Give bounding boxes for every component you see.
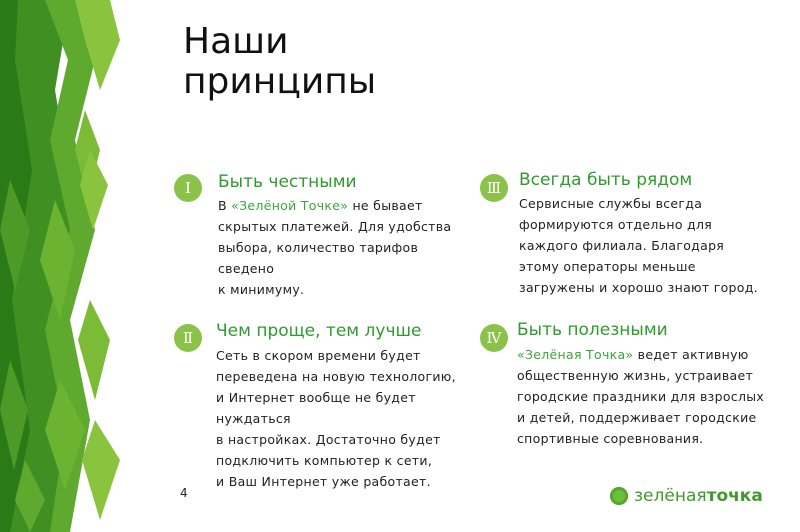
numeral-badge-3: Ⅲ bbox=[480, 174, 508, 202]
brand-logo bbox=[610, 486, 763, 506]
principle-4-line-2: общественную жизнь, устраивает bbox=[517, 368, 754, 383]
principle-3-line-2: формируются отдельно для bbox=[519, 217, 713, 232]
title-line-1: Наши bbox=[183, 21, 289, 62]
page-number: 4 bbox=[180, 486, 188, 500]
title-line-2: принципы bbox=[183, 61, 377, 102]
principle-3-line-4: этому операторы меньше bbox=[519, 259, 696, 274]
logo-text-part-2: точка bbox=[706, 486, 763, 506]
principle-3-line-1: Сервисные службы всегда bbox=[519, 196, 703, 211]
decorative-green-pattern bbox=[0, 0, 140, 532]
brand-name-highlight: «Зелёной Точке» bbox=[231, 198, 349, 213]
principle-text-3 bbox=[519, 193, 758, 298]
principle-1-line-3: выбора, количество тарифов bbox=[218, 240, 419, 255]
principle-1-line-4: сведено bbox=[218, 261, 275, 276]
principle-3-line-5: загружены и хорошо знают город. bbox=[519, 280, 758, 295]
principle-2-line-3: и Интернет вообще не будет bbox=[216, 390, 416, 405]
brand-name-highlight: «Зелёная Точка» bbox=[517, 347, 634, 362]
principle-heading-4: Быть полезными bbox=[517, 320, 668, 340]
principle-text-4 bbox=[517, 344, 764, 449]
principle-1-line-2: скрытых платежей. Для удобства bbox=[218, 219, 452, 234]
numeral-badge-1: Ⅰ bbox=[174, 174, 202, 202]
principle-4-line-5: спортивные соревнования. bbox=[517, 431, 704, 446]
principle-text-1 bbox=[218, 195, 451, 300]
principle-heading-3: Всегда быть рядом bbox=[519, 170, 693, 190]
principle-1-line-5: к минимуму. bbox=[218, 282, 305, 297]
logo-dot-icon bbox=[610, 487, 628, 505]
principle-1-line-1: В «Зелёной Точке» не бывает bbox=[218, 198, 423, 213]
numeral-badge-4: Ⅳ bbox=[480, 324, 508, 352]
principle-3-line-3: каждого филиала. Благодаря bbox=[519, 238, 725, 253]
principle-2-line-5: в настройках. Достаточно будет bbox=[216, 432, 441, 447]
principle-2-line-2: переведена на новую технологию, bbox=[216, 369, 456, 384]
logo-text-part-1: зелёная bbox=[634, 486, 707, 506]
principle-2-line-1: Сеть в скором времени будет bbox=[216, 348, 421, 363]
principle-2-line-7: и Ваш Интернет уже работает. bbox=[216, 474, 431, 489]
principle-heading-2: Чем проще, тем лучше bbox=[216, 321, 422, 341]
principle-4-line-4: и детей, поддерживает городские bbox=[517, 410, 757, 425]
principle-heading-1: Быть честными bbox=[218, 172, 357, 192]
numeral-badge-2: Ⅱ bbox=[174, 324, 202, 352]
page-title bbox=[183, 22, 376, 102]
principle-text-2 bbox=[216, 345, 456, 492]
principle-4-line-3: городские праздники для взрослых bbox=[517, 389, 765, 404]
principle-2-line-4: нуждаться bbox=[216, 411, 291, 426]
principle-2-line-6: подключить компьютер к сети, bbox=[216, 453, 433, 468]
principle-4-line-1: «Зелёная Точка» ведет активную bbox=[517, 347, 749, 362]
